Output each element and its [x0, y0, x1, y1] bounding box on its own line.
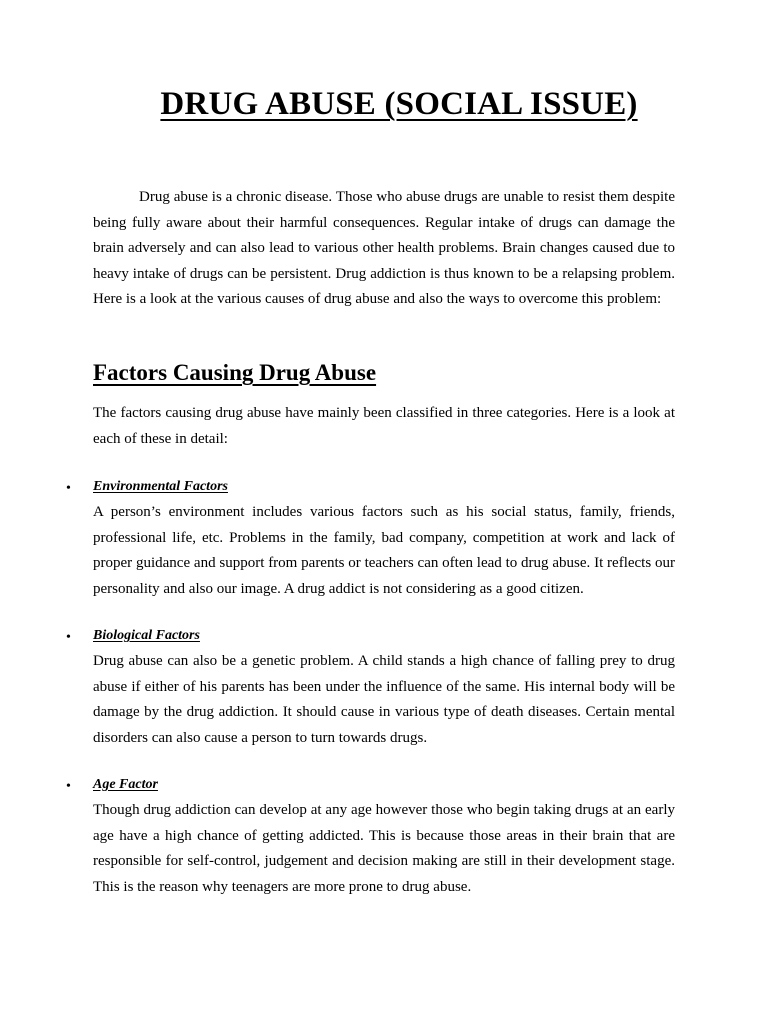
factor-heading-age: Age Factor: [93, 777, 158, 792]
factor-heading-environmental: Environmental Factors: [93, 479, 228, 494]
factor-body-environmental: A person’s environment includes various factors such as his social status, family, friends, professional life, etc. Problems in the family, bad company, competition at work and lack of proper guidance and support from parents or teachers can often lead to drug abuse. It reflects our personality and also our image. A drug addict is not considering as a good citizen.: [93, 504, 675, 597]
bullet-icon: •: [66, 630, 71, 645]
bullet-icon: •: [66, 481, 71, 496]
factor-body-biological: Drug abuse can also be a genetic problem. A child stands a high chance of falling prey to drug abuse if either of his parents has been under the influence of the same. His internal body will be damage by the drug addiction. It should cause in various type of death diseases. Certain mental disorders can also cause a person to turn towards drugs.: [93, 653, 675, 746]
intro-paragraph: Drug abuse is a chronic disease. Those who abuse drugs are unable to resist them despite being fully aware about their harmful consequences. Regular intake of drugs can damage the brain adversely and can also lead to various other health problems. Brain changes caused due to heavy intake of drugs can be persistent. Drug addiction is thus known to be a relapsing problem. Here is a look at the various causes of drug abuse and also the ways to overcome this problem:: [93, 189, 675, 307]
section-heading: Factors Causing Drug Abuse: [93, 360, 377, 385]
factor-heading-biological: Biological Factors: [93, 628, 200, 643]
section-intro-paragraph: The factors causing drug abuse have mainly been classified in three categories. Here is a look at each of these in detail:: [93, 405, 675, 447]
factor-body-age: Though drug addiction can develop at any age however those who begin taking drugs at an early age have a high chance of getting addicted. This is because those areas in their brain that are responsible for self-control, judgement and decision making are still in their development stage. This is the reason why teenagers are more prone to drug abuse.: [93, 802, 675, 895]
bullet-icon: •: [66, 779, 71, 794]
document-title: DRUG ABUSE (SOCIAL ISSUE): [160, 86, 638, 122]
